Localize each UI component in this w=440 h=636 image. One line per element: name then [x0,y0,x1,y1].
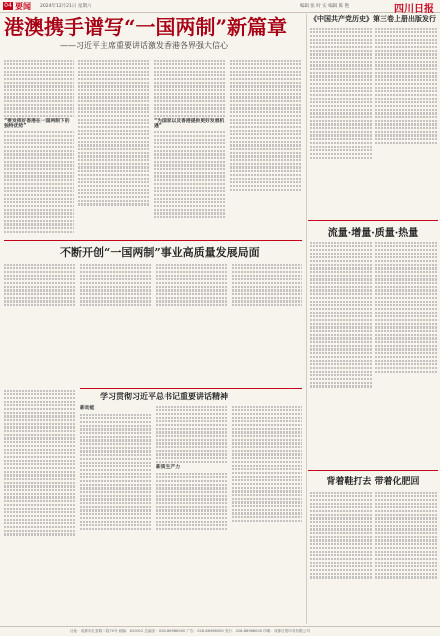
issue-date: 2024年12月21日 星期六 [40,4,92,9]
right-bottom-column-1 [310,490,372,622]
article2-column-4 [232,262,302,322]
main-subhead: ——习近平主席重要讲话激发香港各界强大信心 [60,41,228,50]
article3-column-2 [80,404,152,623]
right-mid-column-1 [310,240,372,455]
page-number-badge: 04 [4,2,12,9]
right-divider [308,470,438,471]
page-footer: 社址：成都市红星路二段70号 邮编：610012 总编室：028-86968000 广告：028-86968000 发行：028-86968000 印刷：成都日报印务有限公司 [0,626,440,635]
article3-column-1 [4,388,76,623]
right-top-column-2 [375,26,437,216]
main-article-column-1 [4,58,74,233]
article3-column-4 [232,404,302,623]
main-article-column-3 [154,58,226,233]
main-article-subhead-1: “要发挥好香港在一国两制下的独特优势” [4,119,70,129]
article3-title: 学习贯彻习近平总书记重要讲话精神 [100,391,228,401]
main-article-column-2 [78,58,150,233]
right-mid-column-2 [375,240,437,455]
right-top-column-1 [310,26,372,216]
main-article-subhead-2: “为国家以及香港提供更好发展机遇” [154,119,225,129]
section-label: 要闻 [15,2,31,11]
right-bottom-column-2 [375,490,437,622]
article2-column-2 [80,262,152,322]
article3-column-3 [156,404,228,623]
main-article-column-4 [230,58,302,233]
right-mid-title: 流量·增量·质量·热量 [327,228,419,239]
article-divider [4,240,302,241]
masthead-logo: 四川日报 [394,4,434,15]
column-divider [306,14,307,624]
article-divider [80,388,302,389]
right-bottom-title: 背着鞋打去 带着化肥回 [326,477,420,487]
page-header [0,0,440,13]
article3-subhead-1: 新动能 [80,406,95,411]
article2-title: 不断开创“一国两制”事业高质量发展局面 [60,246,260,259]
right-top-title: 《中国共产党历史》第三卷上册出版发行 [310,14,436,23]
right-divider [308,220,438,221]
editor-credit: 编辑 张 时 实 编辑 陈 艳 [300,4,350,9]
article2-column-3 [156,262,228,322]
article3-subhead-2: 新质生产力 [156,465,180,470]
article2-column-1 [4,262,76,322]
main-headline: 港澳携手谱写“一国两制”新篇章 [4,15,288,39]
